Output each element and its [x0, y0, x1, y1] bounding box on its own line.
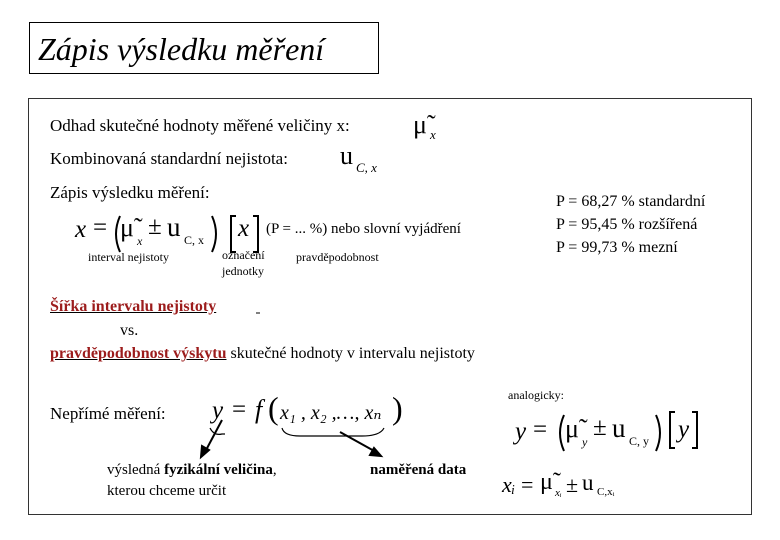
formula-eq: = [93, 214, 108, 241]
indirect-paren-open: ( [268, 390, 279, 426]
formula-paren-right [212, 216, 216, 252]
versus-text: vs. [120, 322, 139, 339]
formula-y-estimate: μ̃ [565, 414, 579, 443]
label-unit-2: jednotky [222, 264, 264, 278]
label-interval: interval nejistoty [88, 250, 169, 264]
p-value-standard: P = 68,27 % standardní [556, 193, 706, 210]
formula-y-paren-left [560, 415, 564, 451]
formula-y-lhs: y [515, 418, 527, 445]
probability-term: pravděpodobnost výskytu [50, 345, 227, 362]
formula-xi-uncertainty-sub: C,xᵢ [597, 486, 615, 498]
formula-bracket-left [231, 216, 236, 252]
formula-y-pm: ± [593, 414, 607, 441]
result-note-1a: výsledná [107, 462, 165, 478]
formula-y-eq: = [533, 416, 548, 443]
formula-y-bracket-right [692, 412, 697, 448]
formula-y-estimate-sub: y [582, 435, 588, 449]
label-probability: pravděpodobnost [296, 250, 379, 264]
result-note-1b: fyzikální veličina [164, 462, 273, 478]
indirect-f: f [255, 395, 263, 424]
probability-rest: skutečné hodnoty v intervalu nejistoty [226, 345, 475, 362]
estimate-description: Odhad skutečné hodnoty měřené veličiny x: [50, 116, 350, 135]
formula-pm: ± [148, 213, 162, 240]
formula-suffix: (P = ... %) nebo slovní vyjádření [266, 221, 461, 237]
label-unit-1: označení [222, 248, 265, 262]
formula-unit: x [238, 215, 250, 242]
formula-xi-uncertainty: u [582, 470, 594, 495]
indirect-paren-close: ) [392, 390, 403, 426]
formula-xi-lhs: xᵢ [502, 472, 516, 497]
formula-xi-estimate-sub: xᵢ [555, 487, 562, 499]
formula-xi-pm: ± [566, 472, 579, 497]
uncertainty-symbol-sub: C, x [356, 160, 377, 175]
indirect-args: x₁ , x₂ ,…, xₙ [280, 402, 382, 424]
formula-lhs: x [75, 216, 87, 243]
formula-estimate-sub: x [137, 234, 143, 248]
interval-width-term: Šířka intervalu nejistoty [50, 298, 217, 315]
formula-y-uncertainty-sub: C, y [629, 434, 650, 448]
formula-xi-eq: = [521, 472, 534, 497]
uncertainty-description: Kombinovaná standardní nejistota: [50, 149, 288, 168]
formula-bracket-right [253, 216, 258, 252]
formula-uncertainty: u [167, 212, 181, 242]
p-value-limit: P = 99,73 % mezní [556, 239, 678, 256]
uncertainty-symbol: u [340, 141, 353, 170]
formula-y-paren-right [656, 415, 660, 451]
result-note-line2: kterou chceme určit [107, 483, 227, 499]
formula-paren-left [116, 216, 120, 252]
formula-xi-estimate: μ̃ [540, 469, 553, 495]
formula-uncertainty-sub: C, x [184, 233, 205, 247]
slide-title: Zápis výsledku měření [38, 31, 325, 67]
analog-note: analogicky: [508, 388, 564, 402]
indirect-eq: = [232, 396, 247, 423]
estimate-symbol-sub: x [430, 127, 436, 142]
arrow-to-result [205, 420, 222, 452]
p-value-expanded: P = 95,45 % rozšířená [556, 216, 698, 233]
estimate-symbol: μ̃ [413, 110, 427, 139]
formula-y-unit: y [678, 416, 690, 443]
brace-args [282, 428, 384, 436]
result-note-1c: , [272, 462, 277, 478]
formula-y-uncertainty: u [612, 413, 626, 443]
formula-estimate: μ̃ [120, 213, 134, 242]
measured-data-note: naměřená data [370, 462, 467, 478]
formula-y-bracket-left [670, 412, 675, 448]
indirect-lhs: y [212, 397, 224, 424]
indirect-label: Nepřímé měření: [50, 404, 166, 423]
result-heading: Zápis výsledku měření: [50, 183, 210, 202]
